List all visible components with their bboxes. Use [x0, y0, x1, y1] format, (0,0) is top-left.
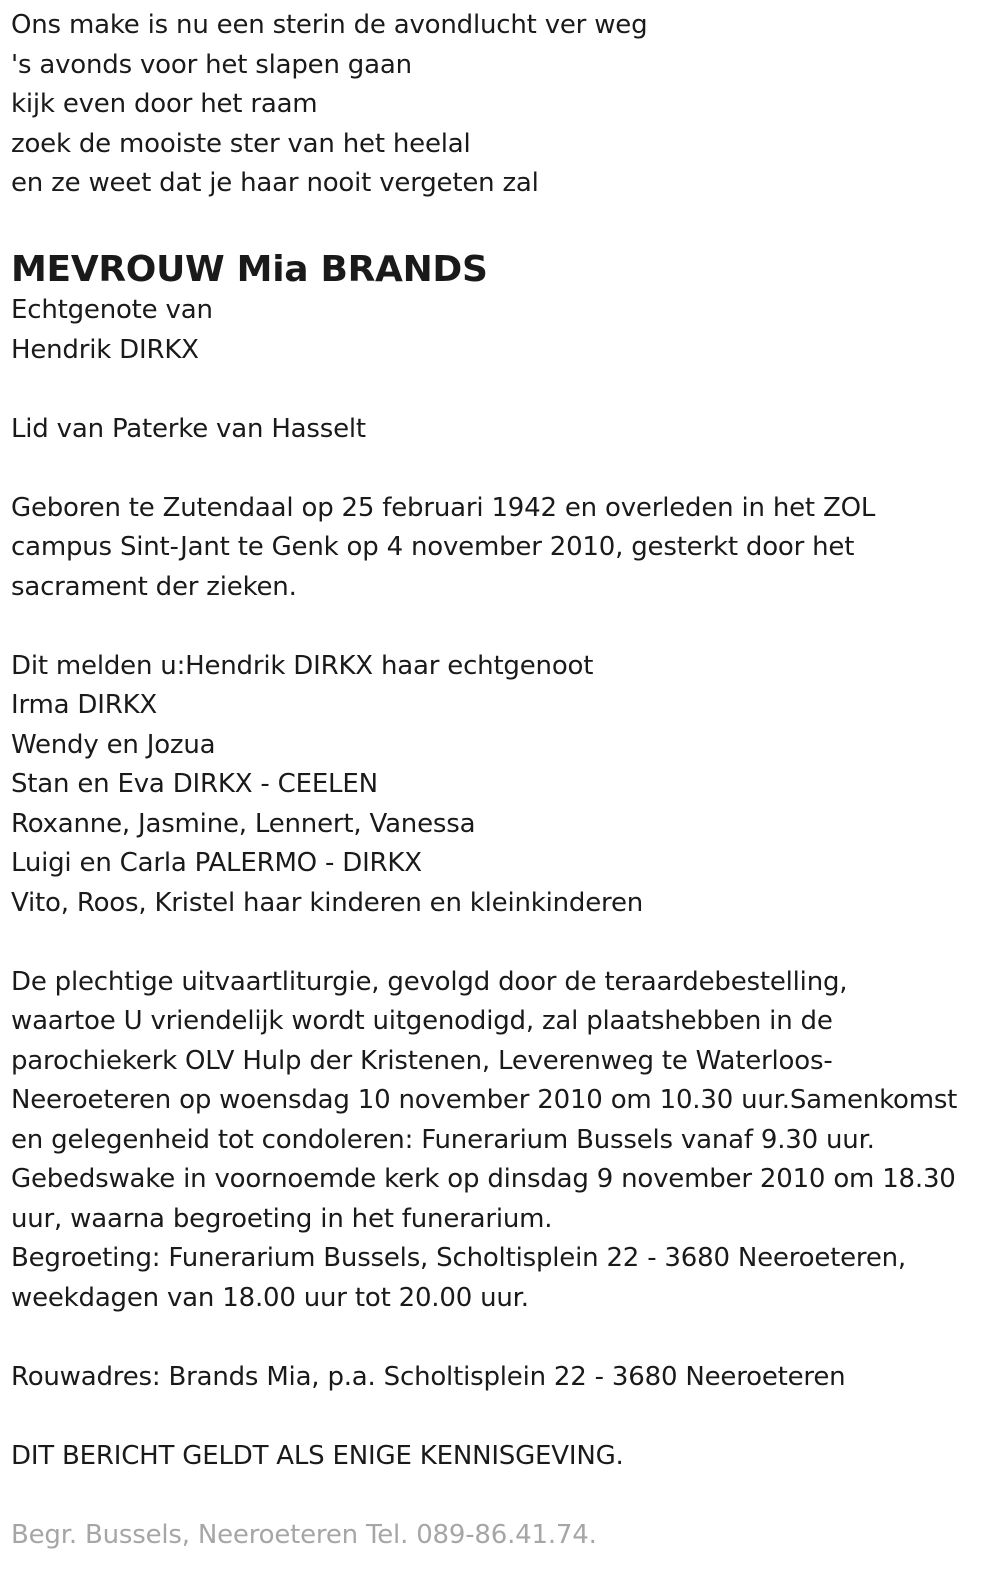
- spacer: [11, 204, 986, 244]
- birth-death-text: Geboren te Zutendaal op 25 februari 1942 en overleden in het ZOL campus Sint-Jant te Genk op 4 november 2010, gesterkt door het sacrament der zieken.: [11, 492, 876, 602]
- poem-line: en ze weet dat je haar nooit vergeten zal: [11, 168, 539, 198]
- spacer: [11, 607, 986, 647]
- spouse-name: Hendrik DIRKX: [11, 334, 199, 365]
- poem-line: 's avonds voor het slapen gaan: [11, 49, 412, 80]
- poem-line: kijk even door het raam: [11, 89, 318, 119]
- spacer: [11, 370, 986, 410]
- family-list: [11, 647, 986, 924]
- spouse-label: Echtgenote van: [11, 295, 213, 325]
- spacer: [11, 1476, 986, 1516]
- funeral-line: en gelegenheid tot condoleren: Funerarium Bussels vanaf 9.30 uur.: [11, 1124, 875, 1155]
- funeral-home-footer: Begr. Bussels, Neeroeteren Tel. 089-86.41.74.: [11, 1519, 597, 1550]
- spacer: [11, 1397, 986, 1437]
- funeral-details: [11, 963, 986, 1319]
- funeral-line: De plechtige uitvaartliturgie, gevolgd door de teraardebestelling,: [11, 966, 848, 997]
- family-line: Stan en Eva DIRKX - CEELEN: [11, 769, 378, 799]
- family-line: Dit melden u:Hendrik DIRKX haar echtgenoot: [11, 650, 594, 681]
- family-line: Roxanne, Jasmine, Lennert, Vanessa: [11, 808, 476, 839]
- funeral-line: uur, waarna begroeting in het funerarium.: [11, 1203, 553, 1234]
- spacer: [11, 923, 986, 963]
- funeral-line: waartoe U vriendelijk wordt uitgenodigd, zal plaatshebben in de: [11, 1006, 833, 1036]
- family-line: Wendy en Jozua: [11, 729, 216, 760]
- funeral-line: Neeroeteren op woensdag 10 november 2010 om 10.30 uur.Samenkomst: [11, 1085, 958, 1115]
- poem-line: Ons make is nu een sterin de avondlucht ver weg: [11, 10, 648, 40]
- mourning-address: Rouwadres: Brands Mia, p.a. Scholtisplein 22 - 3680 Neeroeteren: [11, 1361, 846, 1392]
- notice-statement: DIT BERICHT GELDT ALS ENIGE KENNISGEVING.: [11, 1440, 624, 1471]
- poem: [11, 6, 986, 204]
- funeral-line: weekdagen van 18.00 uur tot 20.00 uur.: [11, 1282, 529, 1313]
- funeral-line: Gebedswake in voornoemde kerk op dinsdag 9 november 2010 om 18.30: [11, 1164, 956, 1194]
- poem-line: zoek de mooiste ster van het heelal: [11, 128, 471, 159]
- family-line: Luigi en Carla PALERMO - DIRKX: [11, 848, 422, 878]
- obituary-notice: [11, 6, 986, 1555]
- membership: Lid van Paterke van Hasselt: [11, 413, 366, 444]
- family-line: Irma DIRKX: [11, 690, 158, 720]
- funeral-line: Begroeting: Funerarium Bussels, Scholtisplein 22 - 3680 Neeroeteren,: [11, 1243, 906, 1273]
- spacer: [11, 449, 986, 489]
- family-line: Vito, Roos, Kristel haar kinderen en kleinkinderen: [11, 887, 644, 918]
- spacer: [11, 1318, 986, 1358]
- deceased-name: MEVROUW Mia BRANDS: [11, 249, 488, 290]
- funeral-line: parochiekerk OLV Hulp der Kristenen, Leverenweg te Waterloos-: [11, 1045, 833, 1076]
